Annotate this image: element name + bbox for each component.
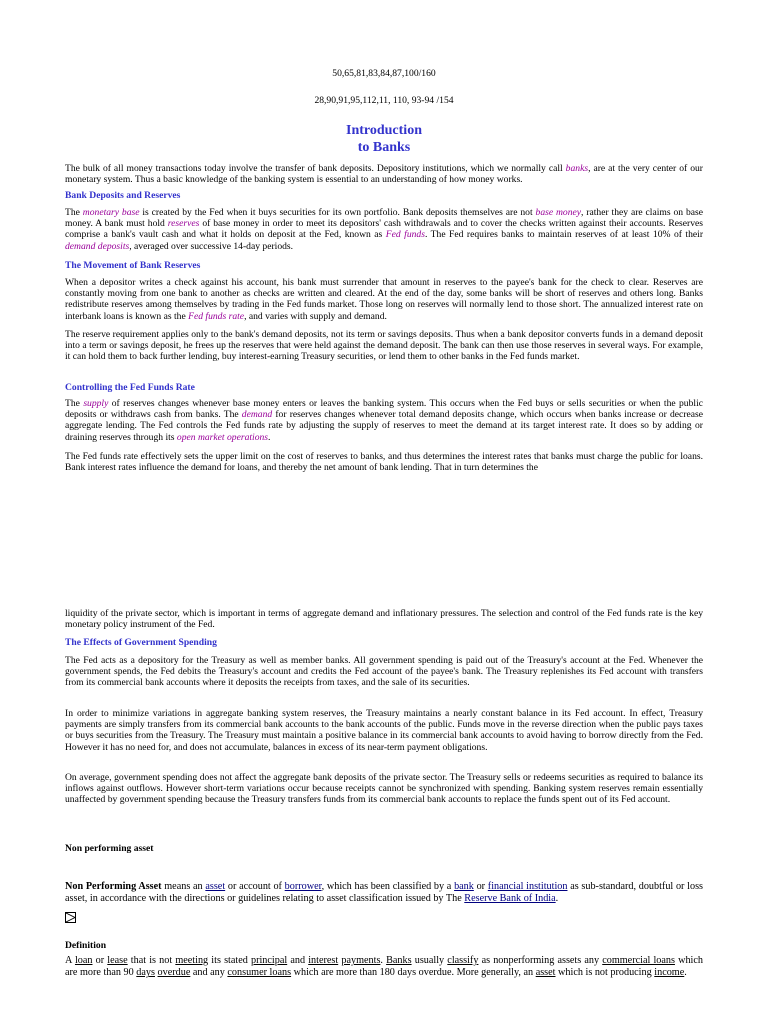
reference-numbers-line-2: 28,90,91,95,112,11, 110, 93-94 /154: [314, 95, 454, 106]
broken-image-icon: [65, 912, 76, 923]
paragraph-fed-funds-continued: liquidity of the private sector, which is important in terms of aggregate demand and inflationary pressures. The selection and control of the Fed funds rate is the key monetary policy instrument of the Fed.: [65, 608, 703, 631]
term-open-market-operations: open market operations: [176, 431, 269, 443]
term-fed-funds: Fed funds: [385, 229, 425, 241]
term-demand: demand: [241, 409, 273, 421]
term-interest[interactable]: interest: [308, 955, 339, 966]
section-heading-bank-deposits: Bank Deposits and Reserves: [65, 190, 181, 201]
intro-paragraph: The bulk of all money transactions today involve the transfer of bank deposits. Depository institutions, which we normally call banks, are at the very center of our monetary system. Thus a basic knowledge of the banking system is essential to an understanding of how money works.: [65, 163, 703, 186]
link-asset[interactable]: asset: [205, 881, 226, 892]
term-lease[interactable]: lease: [107, 955, 128, 966]
link-reserve-bank-of-india[interactable]: Reserve Bank of India: [464, 893, 556, 905]
term-principal[interactable]: principal: [250, 955, 288, 966]
paragraph-fed-depository: The Fed acts as a depository for the Treasury as well as member banks. All government spending is paid out of the Treasury's account at the Fed. Whenever the government spends, the Fed debits the Treasury's account and credits the Fed account of the payee's bank. The Treasury replenishes its Fed account with transfers from its commercial bank accounts where it deposits the receipts from taxes, and the sale of its securities.: [65, 655, 703, 689]
term-fed-funds-rate: Fed funds rate: [188, 310, 245, 322]
link-borrower[interactable]: borrower: [284, 881, 322, 892]
term-commercial-loans[interactable]: commercial loans: [602, 955, 675, 966]
paragraph-treasury-balance: In order to minimize variations in aggregate banking system reserves, the Treasury maintains a nearly constant balance in its Fed account. In effect, Treasury payments are simply transfers from its commercial bank accounts to the bank accounts of the public. Funds move in the reverse direction when the public pays taxes or buys securities from the Treasury. The Treasury must maintain a positive balance in its commercial bank accounts to avoid having to borrow directly from the Fed. However it has no need for, and does not accumulate, balances in excess of its near-term payment obligations.: [65, 708, 703, 753]
term-loan[interactable]: loan: [74, 955, 93, 966]
term-demand-deposits: demand deposits: [65, 240, 130, 252]
term-reserves: reserves: [167, 218, 200, 230]
term-overdue[interactable]: overdue: [157, 967, 191, 979]
heading-definition: Definition: [65, 940, 107, 951]
paragraph-government-spending-average: On average, government spending does not affect the aggregate bank deposits of the private sector. The Treasury sells or redeems securities as required to balance its inflows against outflows. However short-term variations occur because receipts cannot be synchronized with spending. Banking system reserves remain essentially unaffected by government spending because the Treasury transfers funds from its commercial bank accounts to replace the funds spent out of its Fed account.: [65, 772, 703, 806]
page-title-line-1: Introduction: [346, 123, 422, 138]
term-meeting[interactable]: meeting: [175, 955, 209, 966]
term-base-money: base money: [535, 207, 582, 218]
section-heading-movement-reserves: The Movement of Bank Reserves: [65, 260, 201, 271]
term-consumer-loans[interactable]: consumer loans: [227, 967, 292, 979]
link-bank[interactable]: bank: [454, 881, 474, 892]
paragraph-definition: A loan or lease that is not meeting its stated principal and interest payments. Banks usually classify as nonperforming assets any commercial loans which are more than 90 days overdue and any consumer loans which are more than 180 days overdue. More generally, an asset which is not producing income.: [65, 955, 703, 979]
term-banks: banks: [565, 163, 589, 174]
term-income[interactable]: income: [654, 967, 685, 979]
section-heading-controlling-rate: Controlling the Fed Funds Rate: [65, 382, 195, 393]
term-banks[interactable]: Banks: [386, 955, 412, 966]
term-days[interactable]: days: [136, 967, 155, 979]
term-monetary-base: monetary base: [82, 207, 140, 218]
link-financial-institution[interactable]: financial institution: [487, 881, 568, 892]
paragraph-controlling-rate: The supply of reserves changes whenever base money enters or leaves the banking system. This occurs when the Fed buys or sells securities or when the public deposits or withdraws cash from banks. The demand for reserves changes whenever total demand deposits change, which occurs when banks increase or decrease aggregate lending. The Fed controls the Fed funds rate by adjusting the supply of reserves to meet the demand at its target interest rate. It does so by adding or draining reserves through its open market operations.: [65, 398, 703, 443]
paragraph-movement-reserves: When a depositor writes a check against his account, his bank must surrender that amount in reserves to the payee's bank for the check to clear. Reserves are constantly moving from one bank to another as checks are written and cleared. At the end of the day, some banks will be short of reserves and others long. Banks redistribute reserves among themselves by trading in the Fed funds market. Those long on reserves will normally lend to those short. The annualized interest rate on interbank loans is known as the Fed funds rate, and varies with supply and demand.: [65, 277, 703, 322]
term-classify[interactable]: classify: [447, 955, 479, 966]
term-supply: supply: [83, 398, 109, 409]
term-asset[interactable]: asset: [535, 967, 556, 979]
term-payments[interactable]: payments: [341, 955, 381, 966]
paragraph-monetary-base: The monetary base is created by the Fed when it buys securities for its own portfolio. Bank deposits themselves are not base money, rather they are claims on base money. A bank must hold reserves of base money in order to meet its depositors' cash withdrawals and to cover the checks written against their accounts. Reserves comprise a bank's vault cash and what it holds on deposit at the Fed, known as Fed funds. The Fed requires banks to maintain reserves of at least 10% of their demand deposits, averaged over successive 14-day periods.: [65, 207, 704, 252]
section-heading-government-spending: The Effects of Government Spending: [65, 637, 217, 648]
paragraph-reserve-requirement: The reserve requirement applies only to the bank's demand deposits, not its term or savings deposits. Thus when a bank depositor converts funds in a demand deposit into a term or savings deposit, he frees up the reserves that were held against the demand deposit. The bank can then use those reserves in several ways. For example, it can hold them to back further lending, buy interest-earning Treasury securities, or lend them to other banks in the Fed funds market.: [65, 329, 703, 363]
page-title-line-2: to Banks: [357, 140, 411, 155]
heading-non-performing-asset: Non performing asset: [65, 843, 154, 854]
reference-numbers-line-1: 50,65,81,83,84,87,100/160: [332, 68, 436, 79]
paragraph-fed-funds-upper-limit: The Fed funds rate effectively sets the upper limit on the cost of reserves to banks, and thus determines the interest rates that banks must charge the public for loans. Bank interest rates influence the demand for loans, and thereby the net amount of bank lending. That in turn determines the: [65, 451, 703, 474]
paragraph-npa-definition: Non Performing Asset means an asset or account of borrower, which has been classified by a bank or financial institution as sub-standard, doubtful or loss asset, in accordance with the directions or guidelines relating to asset classification issued by The Reserve Bank of India.: [65, 881, 704, 905]
